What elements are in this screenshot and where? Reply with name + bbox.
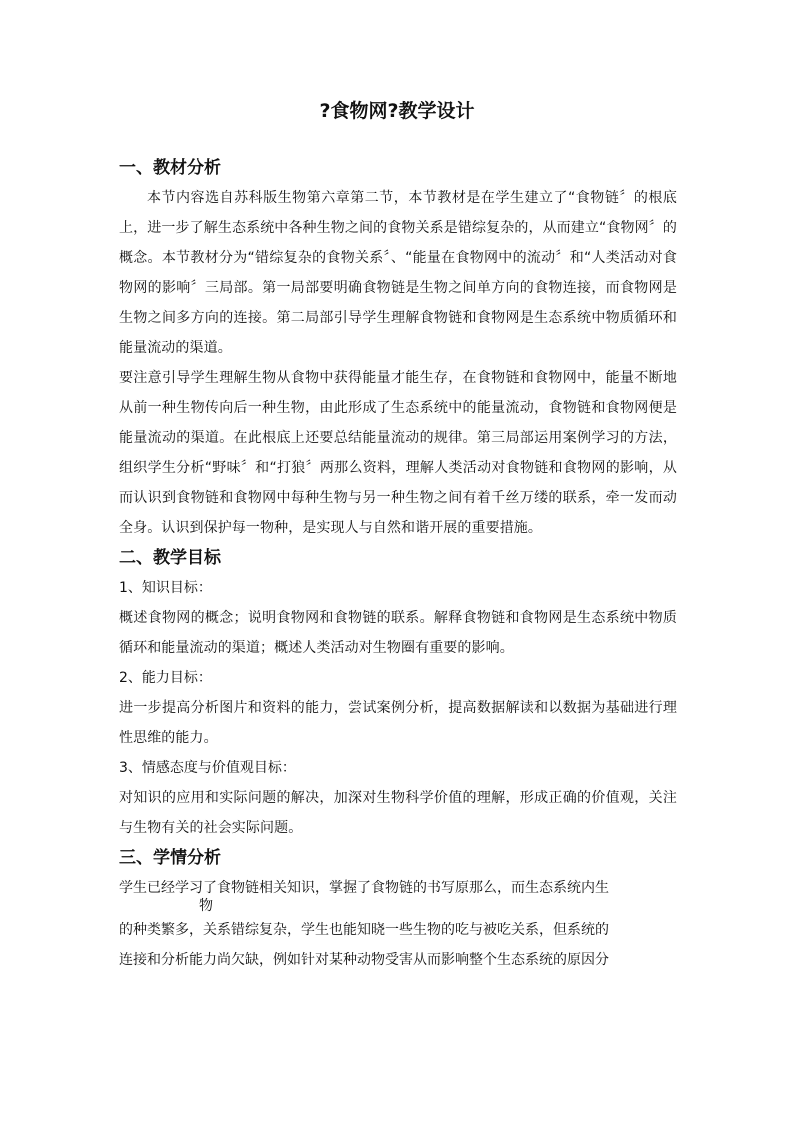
section-heading-student-analysis: 三、学情分析 [119, 848, 221, 868]
document-body [119, 153, 677, 975]
paragraph-line: 学生已经学习了食物链相关知识，掌握了食物链的书写原那么，而生态系统内生 [119, 880, 609, 896]
goal-label-attitude: 3、情感态度与价值观目标： [119, 760, 296, 776]
goal-text-attitude: 对知识的应用和实际问题的解决，加深对生物科学价值的理解，形成正确的价值观，关注与生物有关的社会实际问题。 [119, 790, 677, 836]
paragraph: 本节内容选自苏科版生物第六章第二节，本节教材是在学生建立了“食物链〞的根底上，进一步了解生态系统中各种生物之间的食物关系是错综复杂的，从而建立“食物网〞的概念。本节教材分为“错综复杂的食物关系〞、“能量在食物网中的流动〞和“人类活动对食物网的影响〞三局部。第一局部要明确食物链是生物之间单方向的食物连接，而食物网是生物之间多方向的连接。第二局部引导学生理解食物链和食物网是生态系统中物质循环和能量流动的渠道。 [119, 190, 677, 356]
goal-label-knowledge: 1、知识目标： [119, 580, 212, 596]
document-title: ?食物网?教学设计 [319, 100, 475, 122]
goal-label-ability: 2、能力目标： [119, 670, 212, 686]
goal-text-knowledge: 概述食物网的概念；说明食物网和食物链的联系。解释食物链和食物网是生态系统中物质循环和能量流动的渠道；概述人类活动对生物圈有重要的影响。 [119, 610, 677, 656]
goal-text-ability: 进一步提高分析图片和资料的能力，尝试案例分析，提高数据解读和以数据为基础进行理性思维的能力。 [119, 700, 677, 746]
paragraph-line: 的种类繁多，关系错综复杂，学生也能知晓一些生物的吃与被吃关系，但系统的 [119, 922, 609, 938]
section-heading-teaching-goals: 二、教学目标 [119, 548, 221, 568]
floating-word: 物 [199, 898, 213, 914]
section-heading-textbook-analysis: 一、教材分析 [119, 158, 221, 178]
paragraph: 要注意引导学生理解生物从食物中获得能量才能生存，在食物链和食物网中，能量不断地从前一种生物传向后一种生物，由此形成了生态系统中的能量流动，食物链和食物网便是能量流动的渠道。在此根底上还要总结能量流动的规律。第三局部运用案例学习的方法，组织学生分析“野味〞和“打狼〞两那么资料，理解人类活动对食物链和食物网的影响，从而认识到食物链和食物网中每种生物与另一种生物之间有着千丝万缕的联系，牵一发而动全身。认识到保护每一物种，是实现人与自然和谐开展的重要措施。 [119, 370, 677, 536]
paragraph-line: 连接和分析能力尚欠缺，例如针对某种动物受害从而影响整个生态系统的原因分 [119, 952, 609, 968]
